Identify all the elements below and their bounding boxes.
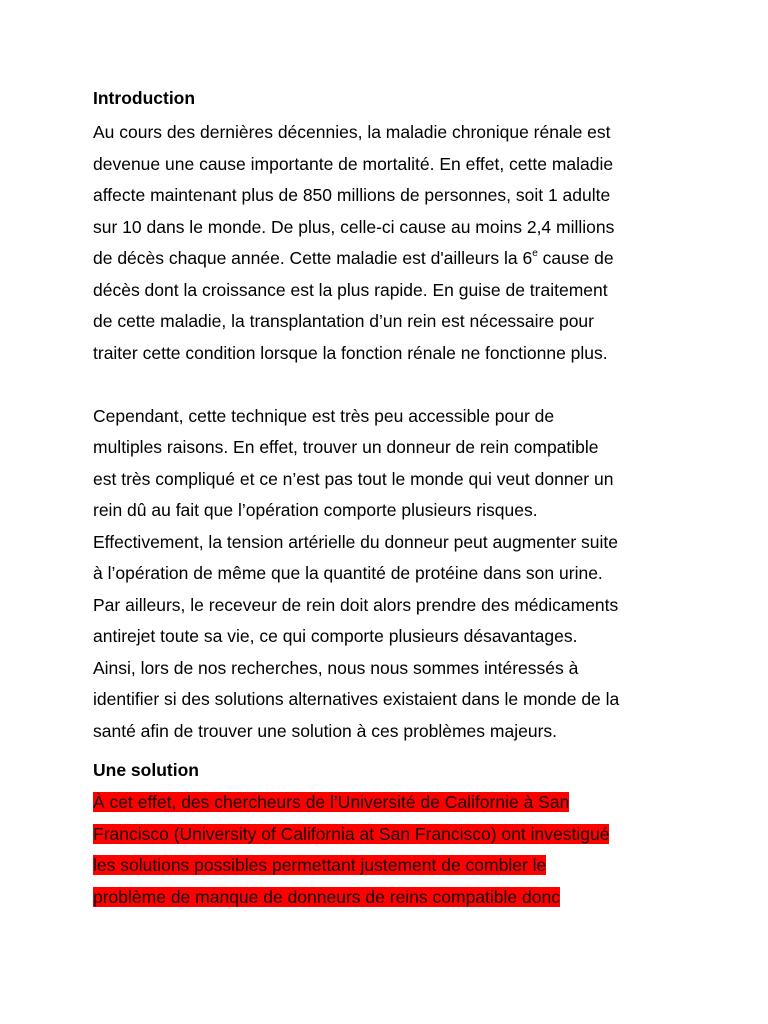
text-line: multiples raisons. En effet, trouver un donneur de rein compatible — [93, 437, 599, 457]
highlighted-line — [93, 850, 708, 882]
heading-une-solution: Une solution — [93, 760, 199, 780]
section-gap — [93, 747, 708, 758]
text-line: Cependant, cette technique est très peu accessible pour de — [93, 405, 555, 426]
text-line: affecte maintenant plus de 850 millions de personnes, soit 1 adulte — [93, 185, 611, 205]
text-line: à l’opération de même que la quantité de protéine dans son urine. — [93, 563, 603, 583]
text-line — [93, 243, 708, 275]
text-fragment: de décès chaque année. Cette maladie est d'ailleurs la 6 — [93, 248, 533, 268]
heading-introduction: Introduction — [93, 88, 196, 108]
highlighted-text: Francisco (University of California at San Francisco) ont investigué — [93, 823, 610, 844]
solution-paragraph — [93, 787, 708, 913]
text-line: Au cours des dernières décennies, la maladie chronique rénale est — [93, 122, 611, 142]
highlighted-line — [93, 819, 708, 851]
text-line: Ainsi, lors de nos recherches, nous nous sommes intéressés à — [93, 657, 579, 678]
highlighted-line — [93, 882, 708, 914]
text-line: est très compliqué et ce n’est pas tout le monde qui veut donner un — [93, 468, 614, 489]
intro-paragraph-2 — [93, 401, 708, 748]
paragraph-gap — [93, 369, 708, 401]
highlighted-text: À cet effet, des chercheurs de l’Université de Californie à San — [93, 792, 570, 812]
text-line: Par ailleurs, le receveur de rein doit alors prendre des médicaments — [93, 594, 619, 615]
text-line: identifier si des solutions alternatives existaient dans le monde de la — [93, 689, 620, 709]
text-line: sur 10 dans le monde. De plus, celle-ci cause au moins 2,4 millions — [93, 216, 615, 237]
text-line: santé afin de trouver une solution à ces problèmes majeurs. — [93, 720, 558, 741]
highlighted-line — [93, 787, 708, 819]
highlighted-text: problème de manque de donneurs de reins compatible donc — [93, 886, 560, 907]
text-line: rein dû au fait que l’opération comporte plusieurs risques. — [93, 500, 538, 520]
text-line: devenue une cause importante de mortalité. En effet, cette maladie — [93, 153, 614, 174]
ordinal-superscript: e — [532, 248, 538, 259]
text-line: antirejet toute sa vie, ce qui comporte plusieurs désavantages. — [93, 626, 578, 646]
text-line: décès dont la croissance est la plus rapide. En guise de traitement — [93, 279, 608, 300]
text-line: Effectivement, la tension artérielle du donneur peut augmenter suite — [93, 531, 618, 552]
text-line: traiter cette condition lorsque la fonction rénale ne fonctionne plus. — [93, 342, 608, 363]
text-line: de cette maladie, la transplantation d’un rein est nécessaire pour — [93, 311, 594, 331]
highlighted-text: les solutions possibles permettant justement de combler le — [93, 855, 547, 875]
text-fragment: cause de — [537, 248, 614, 268]
intro-paragraph-1 — [93, 117, 708, 369]
